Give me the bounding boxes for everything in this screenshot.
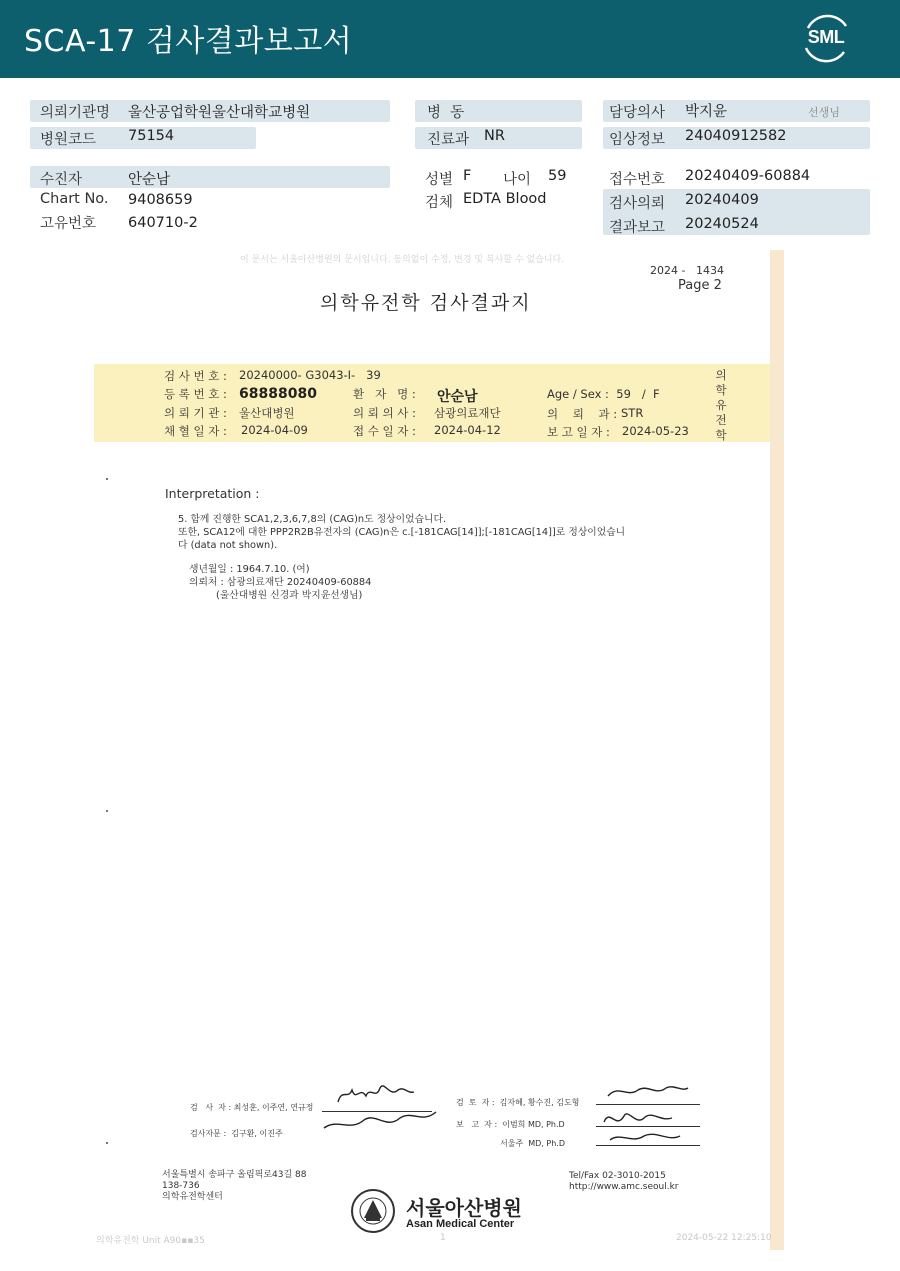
scan-mark xyxy=(106,810,108,812)
result-report-label: 결과보고 xyxy=(609,220,666,236)
reg-no-value: 68888080 xyxy=(239,386,317,402)
tester-label: 검 사 자 : 최성훈, 이주연, 연규정 xyxy=(190,1103,314,1112)
scanned-page-edge xyxy=(770,250,784,1250)
website: http://www.amc.seoul.kr xyxy=(569,1182,679,1192)
interpretation-line: 5. 함께 진행한 SCA1,2,3,6,7,8의 (CAG)n도 정상이었습니다. xyxy=(178,514,447,525)
unique-no-label: 고유번호 xyxy=(40,216,97,232)
age-sex: Age / Sex : 59 / F xyxy=(547,387,660,401)
sml-logo-text: SML xyxy=(807,27,845,47)
interpretation-label: Interpretation : xyxy=(165,486,260,501)
req-dept-value: STR xyxy=(621,406,644,420)
address-line: 의학유전학센터 xyxy=(162,1192,223,1202)
test-no-value: 20240000- G3043-I- 39 xyxy=(239,368,381,382)
doctor-value: 박지윤 xyxy=(685,104,728,120)
footer-timestamp: 2024-05-22 12:25:10 xyxy=(676,1233,772,1243)
address-line: 138-736 xyxy=(162,1181,200,1191)
test-no-label: 검 사 번 호 : xyxy=(164,369,227,383)
patient-bar xyxy=(30,166,390,188)
age-label: 나이 xyxy=(503,172,532,188)
collect-date-value: 2024-04-09 xyxy=(241,423,308,437)
doctor-label: 담당의사 xyxy=(609,105,666,121)
interpretation-line: 의뢰처 : 삼광의료재단 20240409-60884 xyxy=(189,577,372,588)
interpretation-line: 다 (data not shown). xyxy=(178,540,278,551)
institution-value: 울산공업학원울산대학교병원 xyxy=(128,105,311,121)
unique-no-value: 640710-2 xyxy=(128,215,198,231)
result-report-value: 20240524 xyxy=(685,216,759,232)
clinical-info-value: 24040912582 xyxy=(685,128,787,144)
department-value: NR xyxy=(484,128,505,144)
patient-name-label: 환 자 명 : xyxy=(353,387,416,401)
vertical-department-label: 의 학 유 전 학 xyxy=(715,368,727,442)
clinical-info-label: 임상정보 xyxy=(609,132,666,148)
sex-label: 성별 xyxy=(425,172,454,188)
document-title: 의학유전학 검사결과지 xyxy=(320,292,532,314)
specimen-value: EDTA Blood xyxy=(463,191,547,207)
interpretation-line: 생년월일 : 1964.7.10. (여) xyxy=(189,564,310,575)
patient-value: 안순남 xyxy=(128,172,171,188)
req-doctor-label: 의 뢰 의 사 : xyxy=(353,406,416,420)
scan-mark xyxy=(106,1142,108,1144)
req-inst-label: 의 뢰 기 관 : xyxy=(164,406,227,420)
report-date-label: 보 고 일 자 : xyxy=(547,425,610,439)
handwritten-signature xyxy=(598,1078,694,1150)
sex-value: F xyxy=(463,168,472,184)
tel-fax: Tel/Fax 02-3010-2015 xyxy=(569,1171,666,1181)
sml-logo xyxy=(800,12,852,64)
hospital-code-value: 75154 xyxy=(128,128,175,144)
copy-watermark: 이 문서는 서울아산병원의 문서입니다. 동의없이 수정, 변경 및 복사할 수 없습니다. xyxy=(240,255,565,265)
chart-no-value: 9408659 xyxy=(128,192,193,208)
specimen-label: 검체 xyxy=(425,195,454,211)
age-value: 59 xyxy=(548,168,567,184)
receipt-no-label: 접수번호 xyxy=(609,172,666,188)
report-header xyxy=(0,0,900,78)
footer-page: 1 xyxy=(440,1233,446,1243)
interpretation-line: 또한, SCA12에 대한 PPP2R2B유전자의 (CAG)n은 c.[-181CAG[14]];[-181CAG[14]]로 정상이었습니 xyxy=(178,527,626,538)
req-doctor-value: 삼광의료재단 xyxy=(434,406,501,420)
report-title: SCA-17 검사결과보고서 xyxy=(24,24,353,59)
address-line: 서울특별시 송파구 올림픽로43길 88 xyxy=(162,1170,307,1180)
reg-no-label: 등 록 번 호 : xyxy=(164,387,227,401)
req-inst-value: 울산대병원 xyxy=(239,406,295,420)
interpretation-line: (울산대병원 신경과 박지윤선생님) xyxy=(216,590,363,601)
doc-number: 2024 - 1434 xyxy=(650,264,724,277)
hospital-name-korean: 서울아산병원 xyxy=(406,1196,522,1220)
department-label: 진료과 xyxy=(427,132,470,148)
patient-name-value: 안순남 xyxy=(437,389,478,405)
receipt-no-value: 20240409-60884 xyxy=(685,168,811,184)
receipt-date-value: 2024-04-12 xyxy=(434,423,501,437)
reporter-label: 보 고 자 : 이범희 MD, Ph.D xyxy=(456,1120,565,1129)
institution-label: 의뢰기관명 xyxy=(40,105,111,121)
advisor-label: 검사자문 : 김구환, 이진주 xyxy=(190,1129,283,1138)
chart-no-label: Chart No. xyxy=(40,191,109,207)
page-number: Page 2 xyxy=(678,278,722,293)
patient-label: 수진자 xyxy=(40,172,83,188)
handwritten-signature xyxy=(320,1076,440,1140)
footer-unit: 의학유전학 Unit A90▪▪35 xyxy=(96,1236,205,1246)
scan-mark xyxy=(106,478,108,480)
test-request-value: 20240409 xyxy=(685,192,759,208)
hospital-name-english: Asan Medical Center xyxy=(406,1218,515,1230)
reviewer-label: 검 토 자 : 김자혜, 황수진, 김도형 xyxy=(456,1098,580,1107)
reporter2-label: 서울주 MD, Ph.D xyxy=(500,1139,566,1148)
req-dept-label: 의 뢰 과 : xyxy=(547,407,618,421)
test-request-label: 검사의뢰 xyxy=(609,196,666,212)
hospital-code-label: 병원코드 xyxy=(40,132,97,148)
collect-date-label: 채 혈 일 자 : xyxy=(164,424,227,438)
ward-label: 병 동 xyxy=(427,105,465,121)
asan-foundation-seal-icon xyxy=(350,1188,396,1234)
receipt-date-label: 접 수 일 자 : xyxy=(353,424,416,438)
doctor-suffix: 선생님 xyxy=(808,106,840,119)
report-date-value: 2024-05-23 xyxy=(622,424,689,438)
